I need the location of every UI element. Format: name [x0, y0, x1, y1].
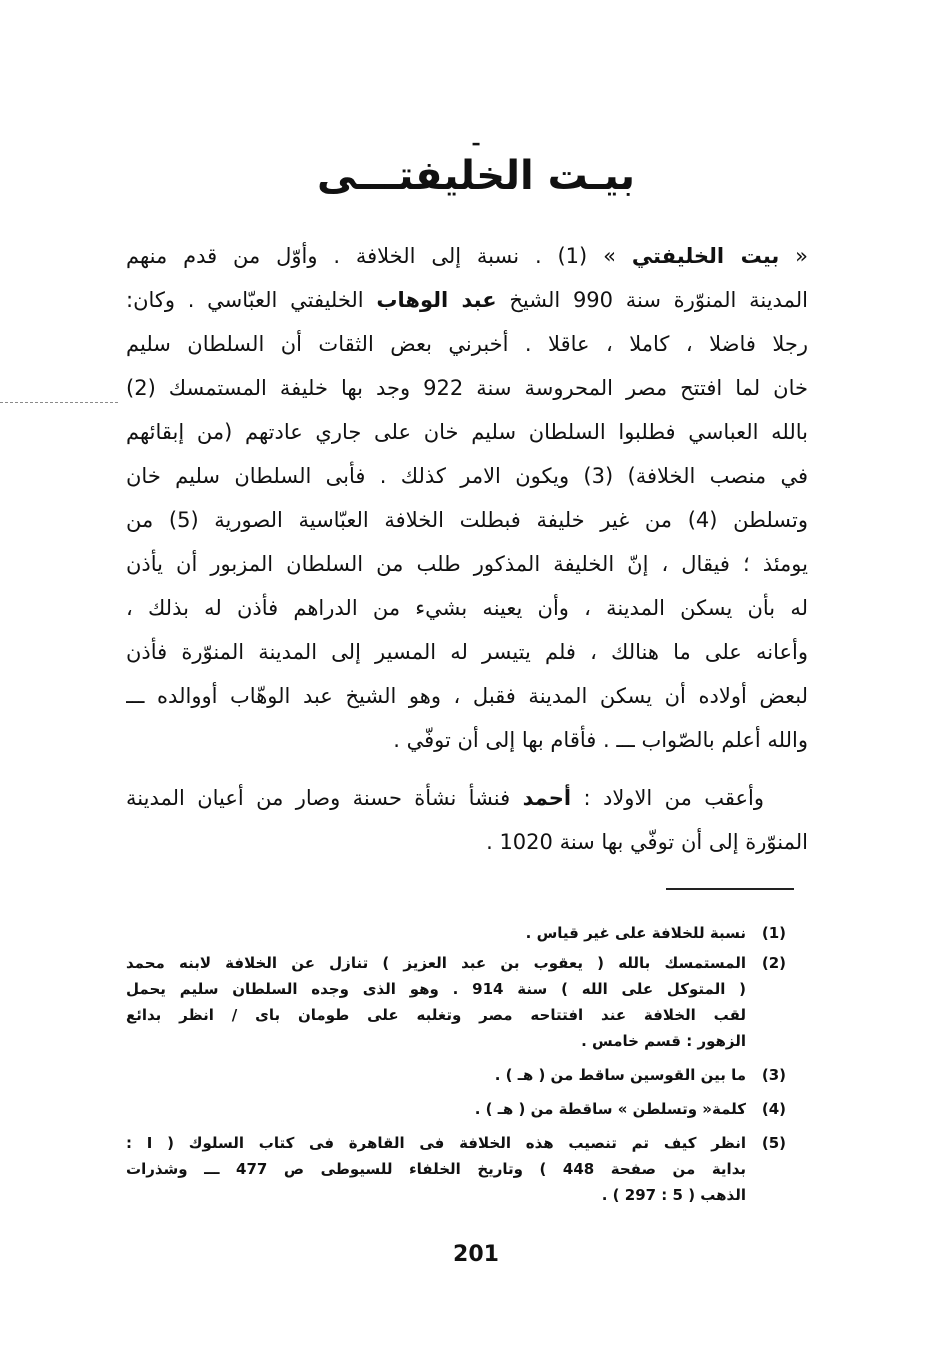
footnote-number: (2): [761, 954, 786, 972]
footnote-number: (5): [761, 1134, 786, 1152]
top-ornament-mark: ـ: [473, 126, 479, 150]
footnote-1: [126, 920, 786, 946]
paragraph-line: وأعانه على ما هنالك ، فلم يتيسر له المسير إلى المدينة المنوّرة فأذن: [126, 640, 808, 664]
footnote-line: كلمة« وتسلطن » ساقطة من ( هـ ) .: [474, 1100, 746, 1118]
footnote-number: (1): [761, 924, 786, 942]
footnote-line: نسبة للخلافة على غير قياس .: [525, 924, 746, 942]
footnote-line: الذهب ( 5 : 297 ) .: [601, 1186, 746, 1204]
page-title: بيـت الخليفتـــى: [316, 153, 636, 199]
paragraph-line: وأعقب من الاولاد : أحمد فنشأ نشأة حسنة وصار من أعيان المدينة: [126, 786, 764, 810]
footnote-line: لقب الخلافة عند افتتاحه مصر وتغلبه على طومان باى / انظر بدائع: [126, 1006, 746, 1024]
name-abd-alwahhab: عبد الوهاب: [376, 288, 497, 312]
paragraph-line: المدينة المنوّرة سنة 990 الشيخ عبد الوهاب الخليفتي العبّاسي . وكان:: [126, 288, 808, 312]
footnote-line: بداية من صفحة 448 ) وتاريخ الخلفاء للسيوطى ص 477 ـــ وشذرات: [126, 1160, 746, 1178]
paragraph-line: لبعض أولاده أن يسكن المدينة فقبل ، وهو الشيخ عبد الوهّاب أووالده ـــ: [126, 684, 808, 708]
footnotes: [126, 920, 786, 1212]
footnote-line: الزهور : قسم خامس .: [581, 1032, 746, 1050]
footnote-line: المستمسك بالله ( يعقوب بن عبد العزيز ) تنازل عن الخلافة لابنه محمد: [126, 954, 746, 972]
paragraph-line: خان لما افتتح مصر المحروسة سنة 922 وجد بها خليفة المستمسك (2): [126, 376, 808, 400]
paragraph-line: رجلا فاضلا ، كاملا ، عاقلا . أخبرني بعض الثقات أن السلطان سليم: [126, 332, 808, 356]
paragraph-line: يومئذ ؛ فيقال ، إنّ الخليفة المذكور طلب من السلطان المزبور أن يأذن: [126, 552, 808, 576]
footnote-number: (3): [761, 1066, 786, 1084]
footnote-line: ( المتوكل على الله ) سنة 914 . وهو الذى وجده السلطان سليم يحمل: [126, 980, 746, 998]
margin-dash-mark: [0, 402, 118, 403]
footnote-5: [126, 1130, 786, 1208]
paragraph-line: له بأن يسكن المدينة ، وأن يعينه بشيء من الدراهم فأذن له بذلك ،: [126, 596, 808, 620]
paragraph-line: بالله العباسي فطلبوا السلطان سليم خان على جاري عادتهم (من إبقائهم: [126, 420, 808, 444]
footnote-number: (4): [761, 1100, 786, 1118]
footnote-2: [126, 950, 786, 1054]
paragraph-2: [126, 776, 808, 864]
paragraph-line: وتسلطن (4) من غير خليفة فبطلت الخلافة العبّاسية الصورية (5) من: [126, 508, 808, 532]
paragraph-line: والله أعلم بالصّواب ـــ . فأقام بها إلى أن توفّي .: [393, 728, 808, 752]
page-number: 201: [453, 1242, 499, 1267]
paragraph-line: المنوّرة إلى أن توفّي بها سنة 1020 .: [486, 830, 808, 854]
term-bayt-alkhalifati: بيت الخليفتي: [631, 244, 780, 268]
name-ahmad: أحمد: [522, 786, 572, 810]
paragraph-1: [126, 234, 808, 762]
footnote-line: ما بين القوسين ساقط من ( هـ ) .: [494, 1066, 746, 1084]
footnote-separator: [666, 888, 794, 890]
paragraph-line: « بيت الخليفتي » (1) . نسبة إلى الخلافة . وأوّل من قدم منهم: [126, 244, 808, 268]
footnote-3: [126, 1062, 786, 1088]
footnote-line: انظر كيف تم تنصيب هذه الخلافة فى القاهرة فى كتاب السلوك ( I :: [126, 1134, 746, 1152]
footnote-4: [126, 1096, 786, 1122]
paragraph-line: في منصب الخلافة) (3) ويكون الامر كذلك . فأبى السلطان سليم خان: [126, 464, 808, 488]
